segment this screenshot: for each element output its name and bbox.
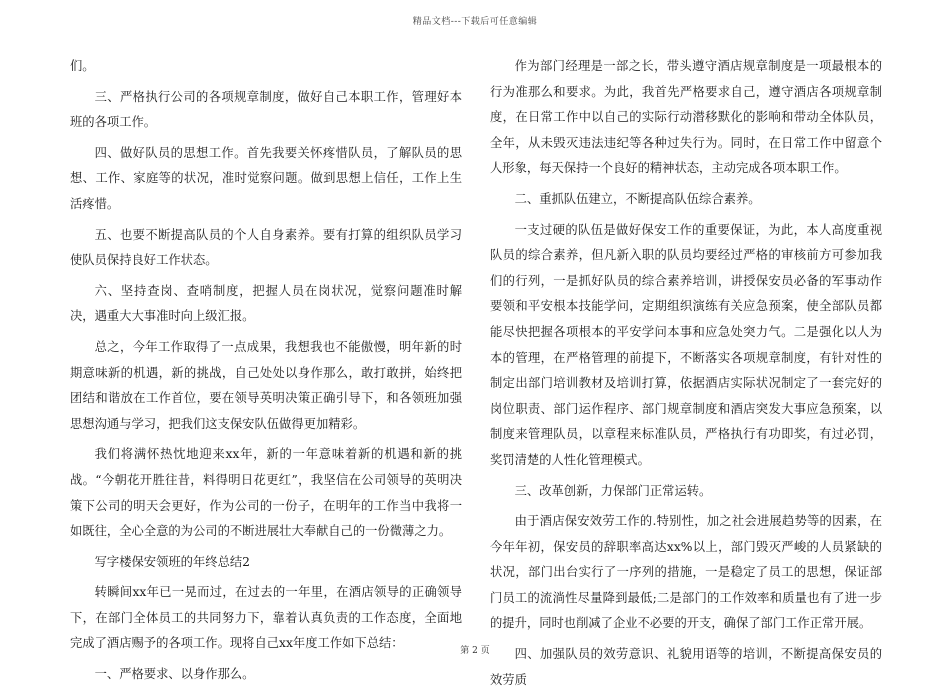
- paragraph: 三、改革创新，力保部门正常运转。: [514, 483, 712, 498]
- page-number: 第 2 页: [460, 646, 490, 656]
- paragraph: 三、严格执行公司的各项规章制度，做好自己本职工作，管理好本班的各项工作。: [70, 89, 462, 130]
- paragraph: 五、也要不断提高队员的个人自身素养。要有打算的组织队员学习使队员保持良好工作状态。: [70, 227, 462, 268]
- page-header: 精品文档---下载后可任意编辑: [412, 17, 538, 27]
- paragraph: 二、重抓队伍建立，不断提高队伍综合素养。: [514, 191, 761, 206]
- paragraph: 由于酒店保安效劳工作的.特别性，加之社会进展趋势等的因素，在今年年初，保安员的辞职率高达xx%以上，部门毁灭严峻的人员紧缺的状况，部门出台实行了一序列的措施，一是稳定了员工的思想，保证部门员工的流淌性尽量降到最低;二是部门的工作效率和质量也有了进一步的提升，同时也削减了企业不必要的开支，确保了部门工作正常开展。: [490, 514, 882, 631]
- paragraph: 四、做好队员的思想工作。首先我要关怀疼惜队员，了解队员的思想、工作、家庭等的状况，准时觉察问题。做到思想上信任，工作上生活疼惜。: [70, 145, 462, 211]
- paragraph: 转瞬间xx年已一晃而过，在过去的一年里，在酒店领导的正确领导下，在部门全体员工的共同努力下，靠着认真负责的工作态度，全面地完成了酒店赐予的各项工作。现将自己xx年度工作如下总结：: [70, 585, 462, 651]
- section-title: 写字楼保安领班的年终总结2: [94, 554, 250, 569]
- paragraph: 四、加强队员的效劳意识、礼貌用语等的培训，不断提高保安员的效劳质: [490, 647, 882, 687]
- paragraph: 们。: [70, 59, 95, 73]
- paragraph: 我们将满怀热忱地迎来xx年，新的一年意味着新的机遇和新的挑战。“今朝花开胜往昔，料得明日花更红”，我坚信在公司领导的英明决策下公司的明天会更好，作为公司的一份子，在明年的工作当中我将一如既往，全心全意的为公司的不断进展壮大奉献自己的一份微薄之力。: [70, 447, 462, 539]
- left-column: [70, 54, 462, 693]
- paragraph: 六、坚持查岗、查哨制度，把握人员在岗状况，觉察问题准时解决，遇重大大事准时向上级汇报。: [70, 283, 462, 324]
- paragraph: 作为部门经理是一部之长，带头遵守酒店规章制度是一项最根本的行为准那么和要求。为此，我首先严格要求自己，遵守酒店各项规章制度，在日常工作中以自己的实际行动潜移默化的影响和带动全体队员，全年，从未毁灭违法违纪等各种过失行为。同时，在日常工作中留意个人形象，每天保持一个良好的精神状态，主动完成各项本职工作。: [490, 59, 882, 176]
- right-column: [490, 54, 882, 698]
- paragraph: 一、严格要求、以身作那么。: [94, 667, 255, 682]
- paragraph: 总之，今年工作取得了一点成果，我想我也不能傲慢，明年新的时期意味新的机遇，新的挑战，自己处处以身作那么，敢打敢拼，始终把团结和谐放在工作首位，要在领导英明决策正确引导下，和各领班加强思想沟通与学习，把我们这支保安队伍做得更加精彩。: [70, 339, 462, 431]
- paragraph: 一支过硬的队伍是做好保安工作的重要保证，为此，本人高度重视队员的综合素养，但凡新入职的队员均要经过严格的审核前方可参加我们的行列，一是抓好队员的综合素养培训，讲授保安员必备的军事动作要领和平安根本技能学问，定期组织演练有关应急预案，使全部队员都能尽快把握各项根本的平安学问本事和应急处突力气。二是强化以人为本的管理，在严格管理的前提下，不断落实各项规章制度，有针对性的制定出部门培训教材及培训打算，依据酒店实际状况制定了一套完好的岗位职责、部门运作程序、部门规章制度和酒店突发大事应急预案，以制度来管理队员，以章程来标准队员，严格执行有功即奖，有过必罚，奖罚清楚的人性化管理模式。: [490, 222, 882, 467]
